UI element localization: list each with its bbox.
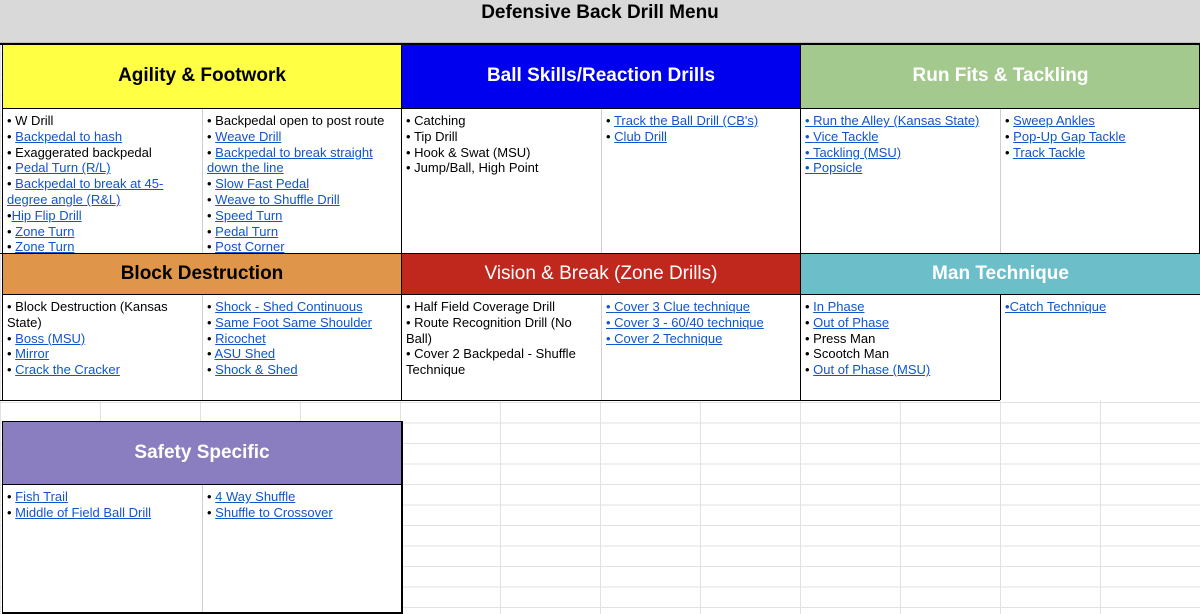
- drill-item[interactable]: [7, 362, 202, 378]
- drill-item[interactable]: [7, 239, 202, 253]
- bullet: •: [805, 330, 814, 346]
- drill-item[interactable]: [207, 129, 401, 145]
- bullet: •: [606, 128, 615, 144]
- drill-link[interactable]: Weave Drill: [215, 128, 282, 144]
- bullet: •: [406, 113, 415, 128]
- drill-column-left: [3, 295, 202, 400]
- drill-column-left: [3, 109, 202, 253]
- bullet: •: [7, 176, 16, 192]
- drill-item[interactable]: [805, 362, 1000, 378]
- bullet: •: [207, 346, 215, 362]
- drill-link[interactable]: Hip Flip Drill: [11, 207, 82, 223]
- drill-link[interactable]: Backpedal to break straight down the line: [207, 144, 373, 176]
- bullet: •: [7, 128, 16, 144]
- drill-item: [406, 145, 601, 161]
- bullet: •: [606, 330, 615, 346]
- drill-link[interactable]: Same Foot Same Shoulder: [215, 314, 372, 330]
- drill-item[interactable]: [606, 113, 800, 129]
- drill-item[interactable]: [1005, 129, 1200, 145]
- drill-link-text[interactable]: Vice Tackle: [813, 128, 879, 144]
- drill-text: Exaggerated backpedal: [15, 144, 152, 160]
- grid-border: [401, 43, 402, 401]
- bullet: •: [805, 128, 814, 144]
- bullet: •: [7, 144, 16, 160]
- bullet: •: [207, 239, 216, 253]
- drill-link[interactable]: Crack the Cracker: [15, 362, 120, 378]
- drill-link-text[interactable]: Cover 2 Technique: [614, 330, 723, 346]
- section-header: Man Technique: [801, 254, 1200, 295]
- drill-item[interactable]: [207, 362, 401, 378]
- drill-link-text[interactable]: Run the Alley (Kansas State): [813, 113, 980, 128]
- drill-text: Jump/Ball, High Point: [414, 160, 539, 176]
- drill-link[interactable]: [606, 315, 764, 330]
- drill-item[interactable]: [207, 505, 401, 521]
- drill-item: [406, 160, 601, 176]
- drill-link[interactable]: ASU Shed: [214, 346, 276, 362]
- drill-item[interactable]: [805, 315, 1000, 331]
- drill-item[interactable]: [805, 145, 1000, 161]
- bullet: •: [805, 362, 814, 378]
- drill-text: Block Destruction (Kansas State): [7, 299, 168, 330]
- section-agility-footwork: [3, 44, 401, 253]
- drill-item[interactable]: [7, 346, 202, 362]
- section-header: Block Destruction: [3, 254, 401, 295]
- drill-link[interactable]: Shuffle to Crossover: [215, 504, 333, 520]
- bullet: •: [207, 144, 216, 160]
- drill-column-left: [801, 295, 1000, 400]
- drill-link[interactable]: Out of Phase (MSU): [813, 362, 931, 378]
- drill-link[interactable]: Boss (MSU): [15, 330, 86, 346]
- bullet: •: [406, 128, 414, 144]
- drill-column-left: [801, 109, 1000, 253]
- section-header: Agility & Footwork: [3, 44, 401, 109]
- drill-item[interactable]: [805, 129, 1000, 145]
- drill-column-left: [402, 109, 601, 253]
- drill-link[interactable]: Shock & Shed: [215, 362, 298, 378]
- bullet: •: [805, 160, 814, 176]
- drill-column-left: [3, 485, 202, 612]
- bullet: •: [7, 223, 16, 239]
- drill-item: [406, 299, 601, 315]
- drill-item[interactable]: [207, 346, 401, 362]
- bullet: •: [406, 144, 415, 160]
- section-header: Ball Skills/Reaction Drills: [402, 44, 800, 109]
- bullet: •: [207, 191, 216, 207]
- drill-text: Catching: [414, 113, 466, 128]
- drill-link[interactable]: [805, 160, 862, 175]
- bullet: •: [7, 299, 16, 314]
- bullet: •: [207, 314, 216, 330]
- bullet: •: [606, 299, 615, 314]
- drill-item[interactable]: [805, 113, 1000, 129]
- drill-item[interactable]: [7, 224, 202, 240]
- bullet: •: [805, 346, 814, 362]
- drill-link-text[interactable]: Tackling (MSU): [812, 144, 902, 160]
- drill-link[interactable]: Pedal Turn (R/L): [15, 160, 111, 176]
- bullet: •: [805, 314, 814, 330]
- page-title: Defensive Back Drill Menu: [481, 2, 719, 23]
- bullet: •: [1005, 113, 1014, 128]
- bullet: •: [606, 113, 614, 128]
- drill-link[interactable]: Backpedal to break at 45-degree angle (R&L): [7, 176, 164, 207]
- drill-text: Half Field Coverage Drill: [414, 299, 556, 314]
- bullet: •: [7, 362, 16, 378]
- drill-column-left: [402, 295, 601, 400]
- drill-text: Press Man: [813, 330, 876, 346]
- drill-item[interactable]: [606, 299, 800, 315]
- drill-item: [207, 113, 401, 129]
- drill-item: [7, 299, 202, 331]
- drill-link[interactable]: Pedal Turn: [215, 223, 279, 239]
- bullet: •: [207, 362, 216, 378]
- section-ball-skills: [402, 44, 800, 253]
- drill-column-right: [1000, 109, 1200, 253]
- drill-link-text[interactable]: Popsicle: [813, 160, 863, 176]
- drill-text: Route Recognition Drill (No Ball): [406, 314, 572, 346]
- drill-item[interactable]: [7, 129, 202, 145]
- drill-item: [805, 346, 1000, 362]
- bullet: •: [207, 223, 216, 239]
- drill-link[interactable]: 4 Way Shuffle: [215, 489, 296, 504]
- drill-link[interactable]: Zone Turn: [15, 239, 75, 253]
- drill-item[interactable]: [7, 489, 202, 505]
- drill-item[interactable]: [7, 208, 202, 224]
- drill-item[interactable]: [7, 505, 202, 521]
- drill-item[interactable]: [207, 224, 401, 240]
- bullet: •: [207, 176, 216, 192]
- drill-link[interactable]: Slow Fast Pedal: [215, 176, 310, 192]
- drill-item: [7, 145, 202, 161]
- drill-item: [406, 315, 601, 347]
- bullet: •: [406, 346, 415, 362]
- drill-item[interactable]: [606, 315, 800, 331]
- drill-item[interactable]: [7, 160, 202, 176]
- section-header: Run Fits & Tackling: [801, 44, 1200, 109]
- section-block-destruction: [3, 254, 401, 400]
- drill-link[interactable]: Pop-Up Gap Tackle: [1013, 128, 1126, 144]
- drill-link[interactable]: Track Tackle: [1012, 144, 1086, 160]
- bullet: •: [7, 330, 16, 346]
- drill-link[interactable]: [1005, 299, 1106, 314]
- bullet: •: [805, 144, 813, 160]
- drill-text: Backpedal open to post route: [215, 113, 385, 128]
- bullet: •: [7, 346, 16, 362]
- drill-link[interactable]: [805, 129, 878, 144]
- drill-item[interactable]: [1005, 299, 1200, 315]
- bullet: •: [1005, 128, 1014, 144]
- drill-item[interactable]: [207, 299, 401, 315]
- drill-link-text[interactable]: Cover 3 Clue technique: [614, 299, 751, 314]
- bullet: •: [406, 160, 415, 176]
- drill-item: [7, 113, 202, 129]
- section-header: Safety Specific: [3, 422, 401, 485]
- bullet: •: [7, 160, 16, 176]
- bullet: •: [207, 113, 216, 128]
- drill-item[interactable]: [805, 299, 1000, 315]
- grid-border: [800, 43, 801, 401]
- bullet: •: [207, 504, 216, 520]
- bullet: •: [7, 489, 16, 504]
- grid-border: [0, 43, 1200, 45]
- drill-item[interactable]: [7, 331, 202, 347]
- drill-item[interactable]: [207, 489, 401, 505]
- drill-column-right: [202, 485, 401, 612]
- grid-border: [0, 253, 1200, 254]
- bullet: •: [207, 207, 216, 223]
- drill-item[interactable]: [7, 176, 202, 208]
- drill-item[interactable]: [207, 192, 401, 208]
- drill-item[interactable]: [207, 331, 401, 347]
- bullet: •: [207, 299, 216, 314]
- drill-link[interactable]: Fish Trail: [15, 489, 68, 504]
- drill-item[interactable]: [207, 176, 401, 192]
- drill-column-right: [1000, 295, 1200, 400]
- bullet: •: [1005, 299, 1010, 314]
- drill-link[interactable]: Backpedal to hash: [15, 128, 123, 144]
- drill-link-text[interactable]: Catch Technique: [1009, 299, 1107, 314]
- drill-item[interactable]: [207, 315, 401, 331]
- drill-item[interactable]: [207, 145, 401, 177]
- bullet: •: [7, 239, 16, 253]
- drill-link[interactable]: [805, 113, 979, 128]
- drill-link-text[interactable]: Cover 3 - 60/40 technique: [614, 314, 764, 330]
- bullet: •: [207, 330, 216, 346]
- drill-item[interactable]: [606, 331, 800, 347]
- drill-item[interactable]: [207, 239, 401, 253]
- drill-item[interactable]: [1005, 113, 1200, 129]
- bullet: •: [207, 128, 216, 144]
- drill-column-right: [202, 295, 401, 400]
- drill-text: Scootch Man: [813, 346, 890, 362]
- bullet: •: [7, 113, 16, 128]
- drill-link[interactable]: Post Corner: [215, 239, 285, 253]
- bullet: •: [207, 489, 216, 504]
- bullet: •: [7, 207, 12, 223]
- drill-link[interactable]: Speed Turn: [215, 207, 283, 223]
- section-man-technique: [801, 254, 1200, 400]
- drill-link[interactable]: [805, 145, 901, 160]
- bullet: •: [7, 504, 16, 520]
- sheet-title-bar: [0, 0, 1200, 43]
- drill-link[interactable]: Track the Ball Drill (CB's): [613, 113, 759, 128]
- drill-item[interactable]: [805, 160, 1000, 176]
- drill-item[interactable]: [606, 129, 800, 145]
- section-vision-break: [402, 254, 800, 400]
- drill-link[interactable]: [606, 299, 750, 314]
- drill-link[interactable]: Out of Phase: [813, 314, 890, 330]
- drill-link[interactable]: Club Drill: [614, 128, 667, 144]
- section-safety-specific: [3, 422, 401, 612]
- drill-link[interactable]: Zone Turn: [15, 223, 75, 239]
- bullet: •: [406, 299, 415, 314]
- bullet: •: [805, 113, 814, 128]
- bullet: •: [606, 314, 615, 330]
- drill-item: [406, 346, 601, 378]
- drill-link[interactable]: Weave to Shuffle Drill: [215, 191, 340, 207]
- grid-border: [2, 43, 3, 401]
- drill-link[interactable]: Sweep Ankles: [1013, 113, 1095, 128]
- drill-link[interactable]: In Phase: [813, 299, 865, 314]
- drill-item[interactable]: [1005, 145, 1200, 161]
- drill-item: [805, 331, 1000, 347]
- drill-link[interactable]: Ricochet: [215, 330, 266, 346]
- bullet: •: [1005, 144, 1013, 160]
- drill-item: [406, 113, 601, 129]
- bullet: •: [805, 299, 814, 314]
- section-run-fits: [801, 44, 1200, 253]
- drill-text: Cover 2 Backpedal - Shuffle Technique: [406, 346, 576, 378]
- drill-link[interactable]: Middle of Field Ball Drill: [15, 504, 151, 520]
- drill-item[interactable]: [207, 208, 401, 224]
- drill-item: [406, 129, 601, 145]
- drill-link[interactable]: Mirror: [15, 346, 50, 362]
- drill-text: Tip Drill: [413, 128, 458, 144]
- drill-text: Hook & Swat (MSU): [414, 144, 531, 160]
- drill-column-right: [601, 109, 800, 253]
- drill-link[interactable]: [606, 331, 722, 346]
- drill-column-right: [202, 109, 401, 253]
- drill-text: W Drill: [15, 113, 54, 128]
- drill-link[interactable]: Shock - Shed Continuous: [215, 299, 363, 314]
- bullet: •: [406, 314, 415, 330]
- grid-border: [0, 400, 1000, 401]
- drill-column-right: [601, 295, 800, 400]
- section-header: Vision & Break (Zone Drills): [402, 254, 800, 295]
